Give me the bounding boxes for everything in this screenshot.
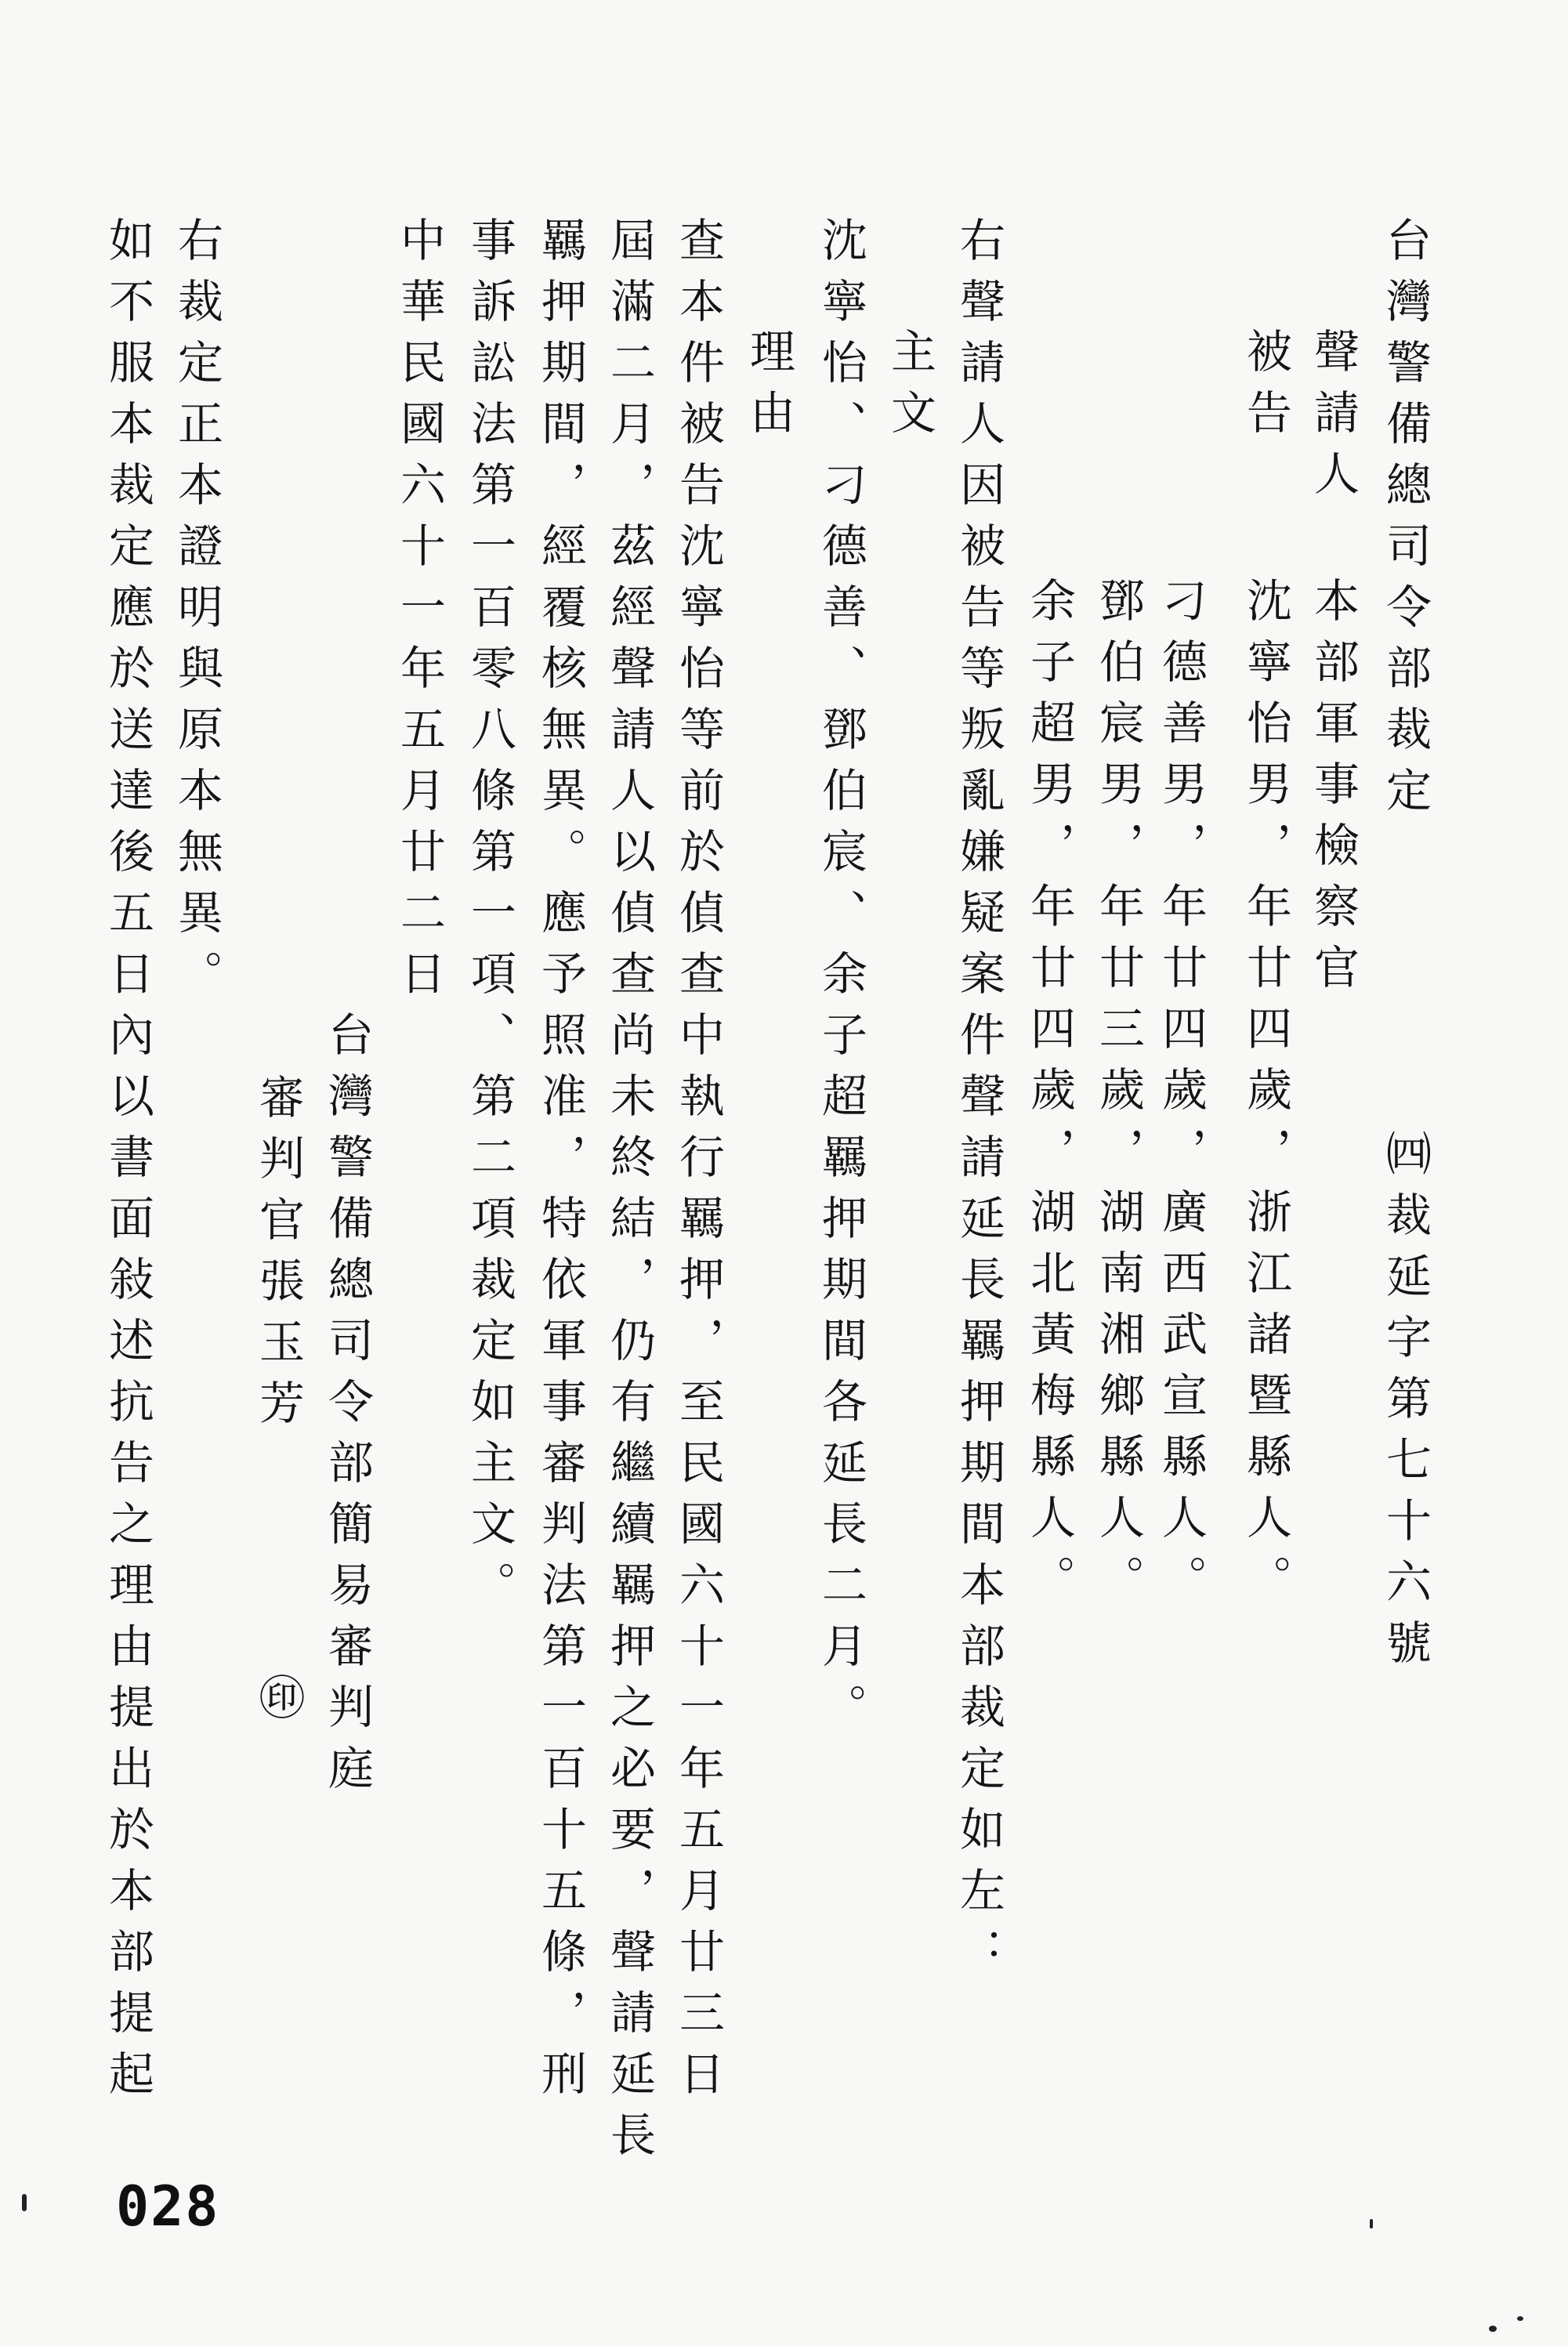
scan-mark: [22, 2194, 27, 2211]
main-text: 沈寧怡、刁德善、鄧伯宸、余子超羈押期間各延長二月。: [814, 216, 867, 1744]
case-number: ㈣裁延字第七十六號: [1378, 1130, 1432, 1680]
appeal-notice: 如不服本裁定應於送達後五日內以書面敍述抗告之理由提出於本部提起: [101, 216, 154, 2111]
intro-paragraph: 右聲請人因被告等叛亂嫌疑案件聲請延長羈押期間本部裁定如左：: [952, 216, 1005, 1989]
scan-mark: [1489, 2326, 1497, 2332]
judge-seal: ㊞: [252, 1674, 305, 1735]
judge-name: 審判官張玉芳: [252, 1073, 305, 1440]
reason-line: 屆滿二月，茲經聲請人以偵查尚未終結，仍有繼續羈押之必要，聲請延長: [603, 216, 656, 2172]
defendant-entry: 刁德善男，年廿四歲，廣西武宣縣人。: [1154, 577, 1208, 1616]
defendant-entry: 余子超男，年廿四歲，湖北黃梅縣人。: [1023, 577, 1076, 1616]
court-name: 台灣警備總司令部簡易審判庭: [320, 1011, 374, 1805]
reason-line: 事訴訟法第一百零八條第一項、第二項裁定如主文。: [463, 216, 516, 1622]
reason-heading: 理由: [742, 328, 795, 450]
page-number: 028: [116, 2174, 220, 2239]
certification-text: 右裁定正本證明與原本無異。: [170, 216, 223, 1011]
reason-line: 羈押期間，經覆核無異。應予照准，特依軍事審判法第一百十五條，刑: [534, 216, 587, 2111]
defendant-label: 被告: [1239, 328, 1292, 450]
petitioner-label: 聲請人: [1306, 328, 1360, 511]
petitioner-name: 本部軍事檢察官: [1306, 577, 1360, 1005]
main-text-heading: 主文: [883, 328, 936, 450]
defendant-entry: 鄧伯宸男，年廿三歲，湖南湘鄉縣人。: [1092, 577, 1145, 1616]
defendant-entry: 沈寧怡男，年廿四歲，浙江諸暨縣人。: [1239, 577, 1292, 1616]
document-title: 台灣警備總司令部裁定: [1378, 216, 1432, 827]
reason-line: 查本件被告沈寧怡等前於偵查中執行羈押，至民國六十一年五月廿三日: [672, 216, 725, 2111]
document-date: 中華民國六十一年五月廿二日: [393, 216, 446, 1011]
scan-mark: [1370, 2219, 1373, 2228]
scan-mark: [1517, 2316, 1523, 2321]
